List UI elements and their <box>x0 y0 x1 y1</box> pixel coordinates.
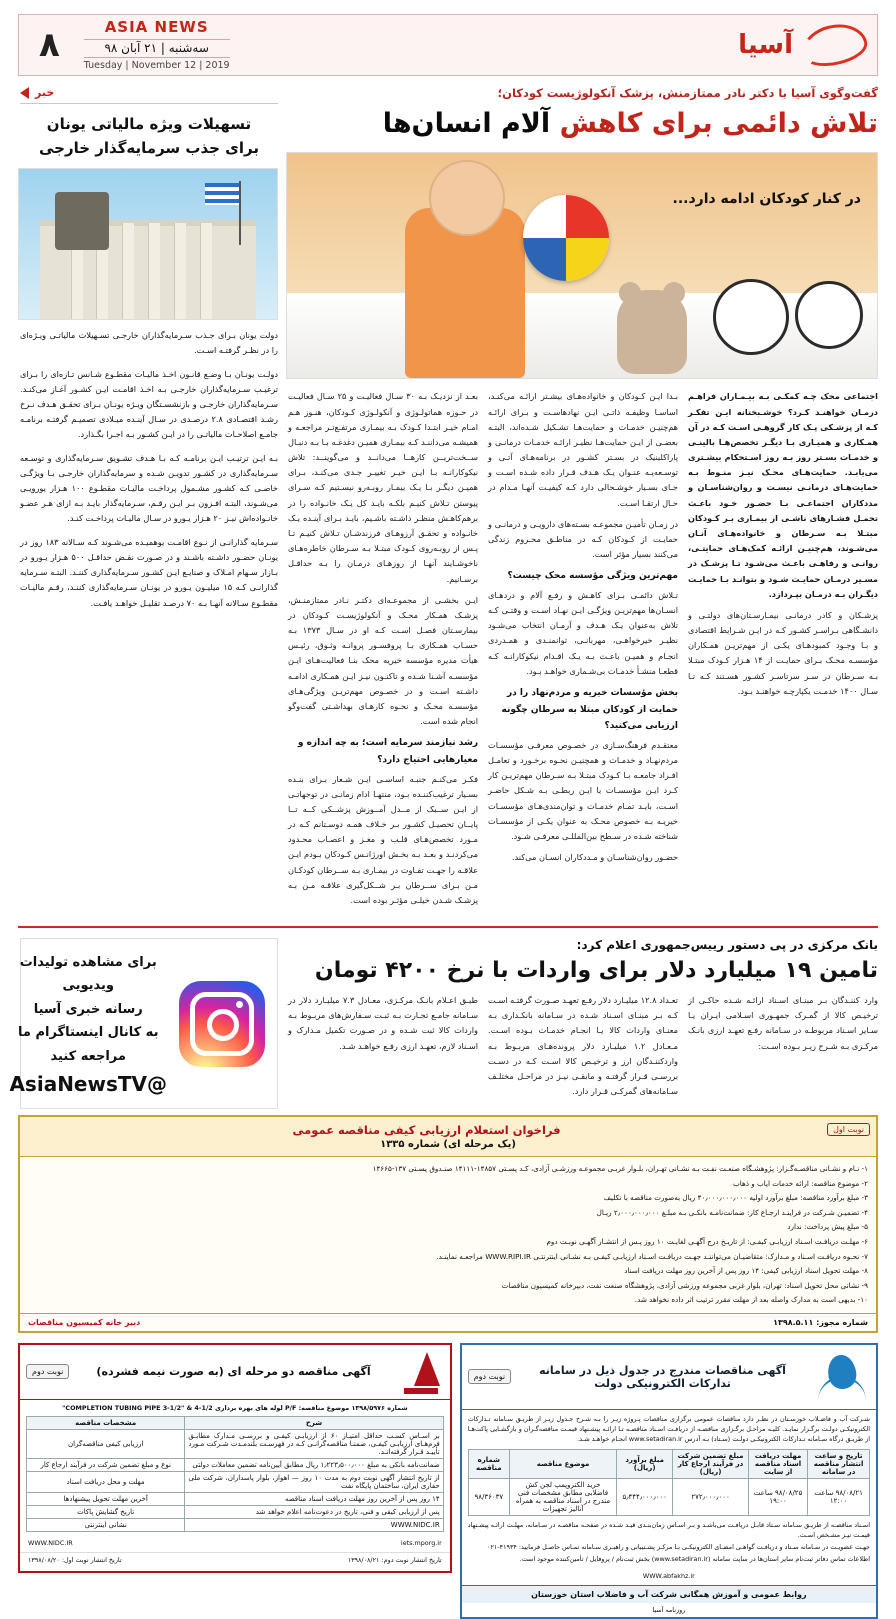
paragraph: بـدا ایـن کـودکان و خانواده‌هـای بیشـتر ارائـه می‌کنـد، اساسـا وظیفـه ذاتـی ایـن نهادهاسـت و بـرای ارائـه هم‌چنیـن خدمـات و حمایت‌هـا تشـکیل شـده‌اند، البتـه بعضـی از ایـن حمایت‌هـا نظیـر ارائـه خدمـات درمانـی و پاراکلینیک در بسـتر کشـور در برنامه‌هـای آتـی و توسـعه‌یـه عنـوان یـک هـدف قـرار داده شـده اسـت و جـای بسـیار خوشـحالی دارد کـه کیفیـت آنهـا مـدام در حـال ارتقـا اسـت. <box>488 391 678 508</box>
abfa-note: اسـناد مناقصـه از طریـق سـامانه سـتاد قابـل دریافـت می‌باشـد و بـر اسـاس زمان‌بنـدی قیـد شـده در صفحـه مناقصـه در سـامانه، مهلـت ارائـه پیشـنهاد قیمـت نیـز مشـخص اسـت. <box>467 1520 870 1539</box>
nidc-header <box>20 1345 450 1400</box>
nidc-tender-notice <box>18 1343 452 1573</box>
cell-value: ضمانت‌نامه بانکی به مبلغ ۱٫۲۲۳٫۵۰۰٫۰۰۰ ریال مطابق آیین‌نامه تضمین معاملات دولتی <box>185 1459 443 1472</box>
table-row <box>27 1493 444 1506</box>
news-flag-label: خبر <box>35 86 55 99</box>
abfa-header <box>462 1345 876 1410</box>
col-header: موضوع مناقصه <box>509 1449 616 1478</box>
tender-line: ۱۰- بدیهی است به مدارک واصله بعد از مهلت مقرر ترتیب اثر داده نخواهد شد. <box>634 1295 868 1305</box>
abfa-note: جهـت عضویـت در سـامانه سـتاد و دریافـت گواهـی امضـای الکترونیکـی بـا مرکـز پشـتیبانی و راهبـری سـامانه تمـاس حاصـل فرمایید: ۴۱۹۳۴-۰۲۱ <box>487 1543 870 1552</box>
top-section <box>18 86 878 914</box>
nidc-portal[interactable]: iets.mporg.ir <box>400 1539 442 1548</box>
paragraph: تـلاش دائمـی بـرای کاهـش و رفـع آلام و دردهـای انسـان‌ها مهم‌تریـن ویژگـی ایـن نهـاد اسـت و وقتـی کـه تلاش به‌عنوان یـک هـدف و آرمـان انتخاب می‌شـود نظیـر خیرخواهـی، مهربانـی، توانمنـدی و همـدردی انجـام و همیـن باعـث بـه یـک اقـدام نیکوکارانـه کـه قطعـا منشـأ خدمـات بی‌شـماری خواهـد بـود. <box>488 589 678 676</box>
news-flag <box>20 86 278 104</box>
nidc-website[interactable]: WWW.NIDC.IR <box>28 1539 73 1548</box>
col-header: مشخصات مناقصه <box>27 1417 185 1430</box>
lead-article <box>288 86 878 914</box>
paragraph: معتقـدم فرهنگ‌سـازی در خصـوص معرفـی مؤسسـات مردم‌نهـاد و خدمـات و همچنیـن نحـوه برخـورد و تعامـل افـراد جامعـه بـا کـودک مبتـلا بـه سـرطان مهم‌تریـن کار کـرد ایـن مؤسسـات با ایـن ربطـی بـه شـکل حاضـر اسـت، بایـد تمـام خدمـات و توان‌مندی‌هـای مؤسسـات خیریـه بـه خصوص محـک به عنوان یکـی از مؤسسـات شناخته شـده در سـطح بین‌المللـی معرفـی شـود. <box>488 739 678 841</box>
table-row <box>27 1459 444 1472</box>
masthead <box>18 14 878 76</box>
nidc-round-badge: نوبت دوم <box>26 1364 69 1379</box>
water-drop-icon <box>814 1351 870 1403</box>
col-header: تاریخ و ساعت انتشار مناقصه در سامانه <box>808 1449 870 1478</box>
abfa-intro: شـرکت آب و فاضـلاب خوزسـتان در نظـر دارد مناقصات عمومی برگزاری مناقصات پـروژه زیـر را بـه شـرح جـدول زیـر از طریـق سـامانه تـدارکات الکترونیکـی دولـت برگـزار نمایـد. کلیـه مراحـل برگـزاری مناقصـه از دریافـت اسـناد مناقصـه تـا ارائـه پیشـنهاد قیمـت مناقصه‌گـران و بازگشـایی پاکت‌هـا از طریـق درگاه سـامانه تـدارکات الکترونیکـی دولـت (سـتاد) بـه آدرس www.setadiran.ir انجـام خواهـد شـد. <box>467 1414 870 1444</box>
paragraph: حضـور روان‌شناسـان و مـددکاران انسـان می‌کند. <box>511 852 678 863</box>
statue-figure <box>55 192 109 250</box>
page-title <box>288 106 878 142</box>
lead-column-2 <box>488 389 678 914</box>
tender-line: ۴- تضمیـن شـرکت در فراینـد ارجـاع کار: ضمانت‌نامـه بانکـی بـه مبلـغ ۲٫۰۰۰٫۰۰۰٫۰۰۰ ریـال <box>596 1207 868 1217</box>
tender-line: ۸- مهلت تحویل اسناد ارزیابی کیفی: ۱۴ روز پس از آخرین روز مهلت دریافت اسناد <box>624 1266 868 1276</box>
newspaper-logo <box>738 25 867 65</box>
paragraph: پزشـکان و کادر درمانـی بیمـارسـتان‌های دولتـی و دانشـگاهی بـراسـر کشـور کـه در ایـن شـرایط اقتصادی و بـا وجـود کمبودهـای یکـی از مهم‌تریـن همـکاران مؤسسـه محـک بـرای حمایـت از ۱۴ هـزار کـودک مبتـلا بـه سـرطان در سـر سرتاسـر کشـور هسـتند کـه تـا سـال ۱۴۰۰ خدمـت یکپارچـه خواهنـد بـود. <box>688 609 878 696</box>
table-row <box>468 1478 869 1515</box>
paragraph: وارد کننـدگان بـر مبنـای اسـناد ارائـه شـده حاکـی از ترخیـص کالا از گمـرک جمهـوری اسـلامی ایـران یـا سـایر اسـناد مربوطـه در سـامانه رفـع تعهـد ارزی بانـک مرکـزی بـه شـرح زیـر بـوده اسـت: <box>688 995 878 1051</box>
tender-footer <box>20 1313 876 1331</box>
paragraph: تعـداد ۱۲.۸ میلیـارد دلار رفـع تعهـد صـورت گرفتـه اسـت کـه بـر مبنـای اسـناد شـده در سـامانه بانکـداری بـه معنـای واردات کالا یـا انجـام خدمـات بـوده اسـت. مـعـادل ۱.۲ میلیـارد دلار پرونده‌هـای مربـوط بـه واردکننـدگان ارز و ترخیـص کالا اسـت کـه در دسـت بررسـی قـرار گرفتـه و مابقـی نیـز در مراحـل مختلـف سـامانه‌های گمرکـی قـرار دارد. <box>488 995 678 1097</box>
instagram-promo[interactable] <box>9 938 278 1109</box>
promo-line-3: به کانال اینستاگرام ما مراجعه کنید <box>18 1025 159 1064</box>
drilling-rig-icon <box>398 1350 444 1394</box>
paragraph: اجتماعی محک چـه کمکـی بـه بیـمـاران فراهـم درمـان خواهنـد کـرد؟ خوشـبختانه ایـن تفکـر کـه از پزشـکی پـک کار گروهـی اسـت کـه در آن همـکاری و همیـاری بـا دیگـر تخصص‌هـا بالینـی و خدمـات بسـتر روز بـه روز اسـتحکام بیشـتری می‌یابـد. حمایت‌هـای محـک نیـز منـوط بـه حمایت‌هـای درمانـی نیسـت و روان‌شناسـان و مددکاران اجتماعـی بـا حضـور خـود باعـث تحمـل فشـارهای ناشـی از بیمـاری بـر کـودکان مبتـلا بـه سـرطان و خانواده‌هـای آنـان می‌شـوند، هم‌چنیـن ارائـه کمک‌هـای حمایتـی، روانـی و رفاهـی باعـث می‌شـود تـا پزشـک در مسـیر درمـان حمایـت شـود و بتوانـد بـا حمایـت دیگـران بـه درمـان بپـردازد. <box>688 391 878 599</box>
cell-subject: خرید الکتروپمپ لجن کش فاضلابی مطابق مشخصات فنی مندرج در اسناد مناقصه به همراه آنالیز تجهیزات <box>509 1478 616 1515</box>
middle-section <box>9 938 878 1109</box>
abfa-table <box>468 1449 870 1516</box>
logo-wordmark: آسیا <box>738 30 793 60</box>
tender-line: ۲- موضوع مناقصه: ارائه خدمات ایاب و ذهاب <box>733 1178 868 1188</box>
tender-line: ۶- مهلـت دریافـت اسـناد ارزیابـی کیفـی: از تاریـخ درج آگهـی لغایـت ۱۰ روز پـس از انتشـار آگهـی نوبـت دوم <box>546 1236 868 1246</box>
headline-part-1: تلاش دائمی برای کاهش <box>559 108 878 139</box>
table-row <box>27 1430 444 1459</box>
tender-round-badge: نوبت اول <box>827 1123 870 1136</box>
col-header: مهلت دریافت اسناد مناقصه از سایت <box>748 1449 807 1478</box>
tender-body <box>20 1157 876 1313</box>
tender-line: ۳- مبلغ برآورد مناقصه: مبلغ برآورد اولیه ۴۰٫۰۰۰٫۰۰۰٫۰۰۰ ریال به‌صورت مناقصه با تکلیف <box>603 1193 868 1203</box>
subheading: مهم‌ترین ویژگی مؤسسه محک چیست؟ <box>507 571 678 582</box>
sidebar-body <box>20 328 278 610</box>
swoosh-icon <box>801 25 867 65</box>
tender-line: ۷- نحـوه دریافـت اسـناد و مـدارک: متقاضیـان می‌تواننـد جهـت دریافـت اسـناد ارزیابـی کیفـی بـه نشـانی اینترنتـی WWW.RIPI.IR مراجعـه نماینـد. <box>436 1251 868 1261</box>
tender-title-red: فراخوان استعلام ارزیابی کیفی مناقصه عمومی <box>292 1123 561 1137</box>
paragraph: بعـد از نزدیـک بـه ۳۰ سـال فعالیـت و ۲۵ سـال فعالیـت در حـوزه هماتولـوژی و آنکولـوژی کـودکان، هنـوز هـم امـام خیـر ابتـدا کـودک بـه بیمـاری مرتفـع‌تـر مراجعـه و همیشـه می‌داننـد کـه بیمـاری همیـن دغدغـه بـا بـه دنبـال ســخت‌تریــن کارهــا می‌دانــد و می‌گوینــد: تلاش نیکوکارانـه بـا ایـن خیـر تغییـر جـدی می‌کنـد، بـرای همیـن دیگـر بـا یـک بیمـار روبـه‌رو نیسـتیم کـه سـرای پیوستن تـلاش کنیـم بلکـه بایـد کل یـک خانـواده را در برهم‌کاهـش منظـر داشـته باشـیم، بایـد بـرای آینـده یـک خانـواده و تحقـق آرزوهـای فرزندشـان تـلاش کنیـم تـا پـس از روبـه‌روی کـودک مبتـلا بـه سـرطان خاطره‌هـای ناخوشـایند آنهـا از روزهـای درمـان را بـه حداقـل برسـانیم. <box>288 391 478 584</box>
cell-value[interactable]: WWW.NIDC.IR <box>185 1519 443 1532</box>
cell-publish: ۹۸/۰۸/۲۱ ساعت ۱۲:۰۰ <box>808 1478 870 1515</box>
col-header: مبلغ برآورد (ریال) <box>617 1449 673 1478</box>
abfa-title: آگهی مناقصات مندرج در جدول ذیل در سامانه تدارکات الکترونیکی دولت <box>539 1363 786 1390</box>
col-header: شرح <box>185 1417 443 1430</box>
tender-signature: دبیر خانه کمیسیون مناقصات <box>28 1317 141 1327</box>
cell-key: ارزیابی کیفی مناقصه‌گران <box>27 1430 185 1459</box>
col-header: مبلغ تضمین شرکت در فرآیند ارجاع کار (ریال) <box>673 1449 749 1478</box>
subheading: بخش مؤسسات خیریه و مردم‌نهاد را در حمایت از کودکان مبتلا به سرطان چگونه ارزیابی می‌کنید؟ <box>501 688 678 732</box>
bank-body-columns <box>288 993 878 1105</box>
cell-deadline: ۹۸/۰۸/۲۵ ساعت ۱۹:۰۰ <box>748 1478 807 1515</box>
paragraph: فکـر می‌کنـم جنبـه اساسـی ایـن شـعار بـرای بنـده بسـیار ترغیب‌کننـده بـود، منتهـا ادام زمانـی در توجهاتـی از ایـن ســبک از مــدل آمــوزش پزشــکی کــه تــا پایــان تحصیـل کشـور بـر خـلاف همـه دوسـتانم کـه در مـورد تخصص‌هـای قلـب و مغـز و اعصـاب محـدود می‌کردنـد و بعـد بـه بخـش اورژانـس کـودکان بـودم ایـن علاقـه را جهـت تفـاوت در بیمـاری بـه ســرطان کودکـان مـن بـرای ســرطان بـر شــکل‌گیری علاقـه مـن بـه پزشـک شـدن خیلـی مؤثـر بوده است. <box>288 773 478 905</box>
nidc-table <box>26 1416 444 1532</box>
sidebar-headline <box>20 112 278 160</box>
table-row <box>27 1519 444 1532</box>
headline-part-2: آلام انسان‌ها <box>382 108 551 139</box>
nidc-title: آگهی مناقصه دو مرحله ای (به صورت نیمه فشرده) <box>96 1365 371 1379</box>
paragraph: در زمـان تأمیـن مجموعـه بسـته‌های دارویـی و درمانـی و حمایـت از کـودکان کـه در مناطـق محـروم زندگی می‌کنند بسیار مؤثر است. <box>488 518 678 560</box>
ripi-tender-notice <box>18 1115 878 1333</box>
greek-flag-icon <box>239 181 241 245</box>
bottom-notices <box>18 1343 878 1619</box>
abfa-tender-notice <box>460 1343 878 1619</box>
bank-column-2 <box>488 993 678 1105</box>
paragraph: طبـق اعـلام بانـک مرکـزی، معـادل ۷.۳ میلیـارد دلار در سـامانه جامـع تجـارت بـه ثبـت سـفارش‌های مربـوط بـه واردات کالا ثبت شـده و در صـورت تکمیل مـدارک و اسـناد لازم، تعهـد ارزی رفـع خواهـد شـد. <box>288 995 478 1051</box>
tender-line: ۱- نـام و نشـانی مناقصـه‌گـزار: پژوهشـگاه صنعـت نفـت بـه نشـانی تهـران، بلـوار غربـی مجموعـه ورزشـی آزادی، کـد پسـتی ۱۴۸۵۷-۱۴۱۱۱ صنـدوق پسـتی ۱۳۷-۱۴۶۶۵ <box>372 1164 868 1173</box>
bank-headline: تامین ۱۹ میلیارد دلار برای واردات با نرخ ۴۲۰۰ تومان <box>314 958 878 984</box>
brand-name: ASIA NEWS <box>104 18 209 37</box>
lead-body-columns <box>288 389 878 914</box>
bank-kicker: بانک مرکزی در پی دستور رییس‌جمهوری اعلام کرد: <box>576 938 878 953</box>
paragraph: ایـن بخشـی از مجموعـه‌ای دکتـر نـادر ممتازمنـش، پزشـک همـکار محـک و آنکولوژیسـت کـودکان در بیمارسـتان فصـل اسـت کـه او در سـال ۱۳۷۳ بـه حسـاب همـکاری بـا پروفسـور پروانـه وثـوق، رئیـس هیأت مدیره مؤسسه خیریه محک بنـا فعالیت‌هـای ایـن مؤسسـه آشـنا شـده و تاکنـون نیـز ایـن همـکاری ادامـه داشـته اسـت و در خصـوص مهم‌تریـن ویژگی‌هـای مؤسسـه محـک و نحـوه کارهـای بهداشـتی گفت‌وگو انجام شده است. <box>288 594 479 727</box>
promo-and-tender <box>9 938 278 1109</box>
lead-column-3 <box>288 389 478 914</box>
subheading: رشد نیازمند سرمایه است؛ به چه اندازه و معیارهایی احتیاج دارد؟ <box>297 738 478 765</box>
triangle-icon <box>20 87 29 99</box>
cell-value: ۱۴ روز پس از آخرین روز مهلت دریافت اسناد مناقصه <box>185 1493 443 1506</box>
tender-permit-number: شماره مجوز: ۱۳۹۸.۵.۱۱ <box>773 1317 868 1327</box>
promo-line-2: رسانه خبری آسیا <box>33 1001 143 1017</box>
date-persian: سه‌شنبه | ۲۱ آبان ۹۸ <box>84 39 230 58</box>
sidebar-news <box>20 86 278 914</box>
table-row <box>27 1472 444 1493</box>
paper-credit: روزنامه آسیا <box>652 1605 686 1614</box>
abfa-note: اطلاعات تماس دفاتر ثبت‌نام سایر استان‌ها در سایت سامانه (www.setadiran.ir) بخش ثبت‌نام / پروفایل / تأمین‌کننده موجود است. <box>519 1555 870 1564</box>
abfa-round-badge: نوبت دوم <box>468 1369 511 1384</box>
nidc-reference: شماره ۱۳۹۸/۵۹۷۶ موضوع مناقصه: P/F لوله های بهره برداری COMPLETION TUBING PIPE 3-1/2" & 4-1/2" <box>62 1403 408 1412</box>
paragraph: بـه ایـن ترتیـب ایـن برنامـه کـه بـا هـدف تشـویق سـرمایه‌گذاری و توسـعه سـرمایه‌گذاری در کشـور تدویـن شـده و سرمایه‌گذاران خارجـی بـا ویژگـی خاصـی کـه کشـور مشـمول پرداخـت مالیـات مقطـوع ۱۰۰ هـزار یورویـی می‌شـوند، البتـه افـزون بـر ایـن رقـم، سـرمایه‌گذار بایـد بـه ازای هـر عضـو خانـواده‌اش نیـز ۲۰ هـزار یـورو در سـال مالیـات پرداخـت کنـد. <box>20 452 278 524</box>
page-number: ۸ <box>39 25 60 65</box>
cell-key: تاریخ گشایش پاکات <box>27 1506 185 1519</box>
section-divider <box>18 926 878 928</box>
photo-caption: در کنار کودکان ادامه دارد... <box>672 191 861 208</box>
col-header: شماره مناقصه <box>468 1449 509 1478</box>
promo-line-1: برای مشاهده تولیدات ویدیویی <box>19 955 157 994</box>
paragraph: سـرمایه گذارانـی از نـوع اقامـت یوهمیـده می‌شـوند کـه سـالانه ۱۸۳ روز در یونـان حضـور داشـته باشـند و در صـورت نقـض حداقـل ۵۰۰ هـزار یـورو در بـازار سـهام امـلاک و صنایـع ایـن کشـور سـرمایه‌گذاری کننـد. البتـه سـرمایه گذارانـی کـه ۱۵ میلیـون یـورو در یونـان سـرمایه‌گذاری کننـد، رقـم مالیـات مقطـوع سـالانه آنهـا بـه ۷۰ درصـد تقلیـل خواهـد یافـت. <box>20 536 279 608</box>
lead-column-1 <box>688 389 878 914</box>
cell-key: نشانی اینترنتی <box>27 1519 185 1532</box>
paragraph: دولت یونان بـرای جـذب سـرمایه‌گذاران خارجـی تسـهیلات مالیاتـی ویـژه‌ای را در نظـر گرفتـه اسـت. <box>20 330 278 356</box>
abfa-footer: روابط عمومی و آموزش همگانی شرکت آب و فاضلاب استان خوزستان <box>462 1585 876 1603</box>
cell-key: مهلت و محل دریافت اسناد <box>27 1472 185 1493</box>
child-figure <box>405 208 525 378</box>
cell-estimate: ۵٫۴۴۴٫۰۰۰٫۰۰۰ <box>617 1478 673 1515</box>
instagram-handle[interactable]: @AsiaNewsTV <box>9 1072 167 1096</box>
sidebar-headline-line-1: تسهیلات ویژه مالیاتی یونان <box>46 115 252 133</box>
paragraph: دولـت یونـان بـا وضـع قانـون اخـذ مالیـات مقطـوع شـانس تـازه‌ای را بـرای ترغیـب سـرمایه‌گذاران خارجـی بـه اخـذ اقامـت ایـن کشـور آغـاز می‌کنـد. سـرمایه‌گذاران خارجـی و بازنشسـتگان ویـژه یونـان بـرای تحقـق هـدف نـرخ رشـد اقتصـادی ۲.۸ درصـدی در سـال آینـده میـلادی تصمیـم گرفتـه برنامـه جامـع اصلاحـات مالیاتـی را در ایـن کشـور بـه اجـرا بگـذارد. <box>20 368 278 440</box>
instagram-icon <box>179 981 265 1067</box>
masthead-dates <box>84 18 230 72</box>
bank-column-1 <box>688 993 878 1105</box>
cell-value: پس از ارزیابی کیفی و فنی، تاریخ در دعوت‌نامه اعلام خواهد شد <box>185 1506 443 1519</box>
cell-value: بر اسـاس کسـب حداقل امتیـاز ۶۰ از ارزیابـی کیفـی و بررسـی مـدارک مطابـق فرم‌هـای ارزیابـی کیفـی، ضمنـا مناقصه‌گرانـی کـه در فهرسـت بلندمـدت شـرکت مـورد تأییـد قـرار گرفته‌انـد. <box>185 1430 443 1459</box>
nidc-notice-date-2: تاریخ انتشار نوبت دوم: ۱۳۹۸/۰۸/۲۱ <box>347 1556 442 1565</box>
tender-line: ۹- نشانی محل تحویل اسناد: تهران، بلوار غربی مجموعه ورزشی آزادی، پژوهشگاه صنعت نفت، دبیرخانه کمیسیون مناقصات <box>501 1280 868 1290</box>
sidebar-headline-line-2: برای جذب سرمایه‌گذار خارجی <box>38 139 260 157</box>
tender-header <box>20 1117 876 1157</box>
tender-line: ۵- مبلغ پیش پرداخت: ندارد <box>787 1222 868 1232</box>
table-row <box>27 1506 444 1519</box>
bank-column-3 <box>288 993 478 1105</box>
nidc-notice-date-1: تاریخ انتشار نوبت اول: ۱۳۹۸/۰۸/۲۰ <box>28 1556 122 1565</box>
greece-parliament-photo <box>18 168 278 320</box>
abfa-website[interactable]: WWW.abfakhz.ir <box>642 1571 695 1580</box>
cell-key: نوع و مبلغ تضمین شرکت در فرآیند ارجاع کار <box>27 1459 185 1472</box>
date-english: Tuesday | November 12 | 2019 <box>83 59 230 71</box>
cell-number: ۹۸/۳۶۰۳۷ <box>468 1478 509 1515</box>
lead-photo <box>286 152 878 379</box>
bank-article <box>288 938 878 1109</box>
cell-key: آخرین مهلت تحویل پیشنهادها <box>27 1493 185 1506</box>
photo-doodle-overlay <box>596 163 867 361</box>
cell-guarantee: ۲۷۲٫۰۰۰٫۰۰۰ <box>673 1478 749 1515</box>
tender-title-black: (یک مرحله ای) شماره ۱۳۳۵ <box>380 1139 516 1150</box>
cell-value: از تاریخ انتشار آگهی نوبت دوم به مدت ۱۰ روز — اهواز، بلوار پاسداران، شرکت ملی حفاری ایران، ساختمان پایگاه نفت <box>185 1472 443 1493</box>
lead-kicker: گفت‌وگوی آسیا با دکتر نادر ممتازمنش، پزشک آنکولوژیست کودکان؛ <box>497 86 878 100</box>
